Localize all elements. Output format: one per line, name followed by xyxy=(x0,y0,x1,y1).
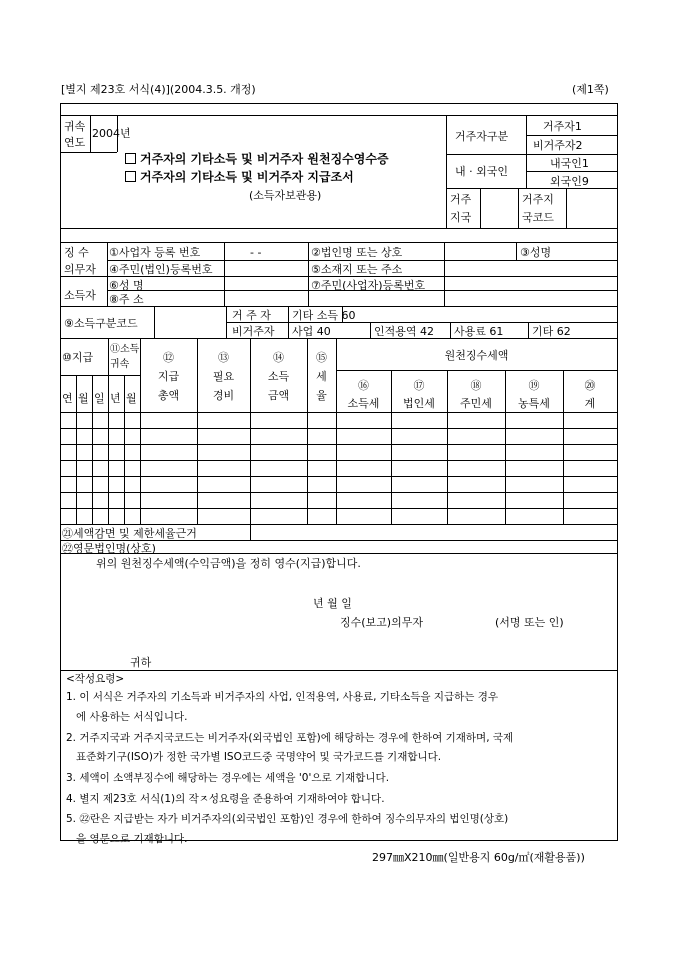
note-item: 1. 이 서식은 거주자의 기소득과 비거주자의 사업, 인적용역, 사용료, 기타소득을 지급하는 경우 xyxy=(66,691,499,703)
paper-spec: 297㎜X210㎜(일반용지 60g/㎡(재활용품)) xyxy=(372,851,585,864)
declaration-date: 년 월 일 xyxy=(313,597,352,610)
country-label-2: 지국 xyxy=(450,211,472,224)
payer-label: 징 수 xyxy=(64,246,89,259)
tax-col-rural-tax: 농특세 xyxy=(518,397,550,410)
attribution-header: ⑪소득귀속 xyxy=(110,344,140,370)
business-reg-value: - - xyxy=(250,246,262,259)
earner-name-label: ⑥성 명 xyxy=(109,279,144,292)
tax-col-number: ⑰ xyxy=(413,379,425,392)
corp-name-label: ②법인명 또는 상호 xyxy=(311,246,403,259)
tax-col-resident-tax: 주민세 xyxy=(460,397,492,410)
form-title-receipt: 거주자의 기타소득 및 비거주자 원천징수영수증 xyxy=(125,153,389,165)
tax-col-number: ⑯ xyxy=(358,379,369,392)
checkbox[interactable] xyxy=(125,153,136,164)
expense-header: 필요 xyxy=(212,370,235,383)
code-royalty: 사용료 61 xyxy=(454,325,504,338)
col-day: 일 xyxy=(94,392,105,405)
year-value: 2004년 xyxy=(92,127,131,140)
income-amount-header: 소득 xyxy=(267,370,290,383)
tax-rate-header: 세 xyxy=(316,370,327,383)
year-label-2: 연도 xyxy=(64,136,86,149)
tax-col-number: ⑳ xyxy=(584,379,596,392)
withholding-header: 원천징수세액 xyxy=(444,349,509,362)
payer-label-2: 의무자 xyxy=(64,263,96,276)
code-personal-service: 인적용역 42 xyxy=(374,325,434,338)
english-name-label: ㉒영문법인명(상호) xyxy=(62,542,156,555)
note-item: 3. 세액이 소액부징수에 해당하는 경우에는 세액을 '0'으로 기재합니다. xyxy=(66,772,390,784)
corp-reg-label: ④주민(법인)등록번호 xyxy=(109,263,213,276)
tax-col-income-tax: 소득세 xyxy=(347,397,380,410)
country-label: 거주 xyxy=(450,193,472,206)
domestic-label: 내 · 외국인 xyxy=(455,165,508,178)
expense-header-2: 경비 xyxy=(212,389,235,402)
page-number: (제1쪽) xyxy=(572,83,609,96)
domestic-option-foreign: 외국인9 xyxy=(550,175,589,188)
col-attr-month: 월 xyxy=(126,392,137,405)
residency-option-resident: 거주자1 xyxy=(543,120,582,133)
declaration-sign: (서명 또는 인) xyxy=(495,616,564,629)
resident-other-income: 기타 소득 60 xyxy=(292,309,356,322)
earner-reg-label: ⑦주민(사업자)등록번호 xyxy=(311,279,426,292)
residency-option-nonresident: 비거주자2 xyxy=(533,139,583,152)
tax-col-number: ⑲ xyxy=(528,379,540,392)
year-label: 귀속 xyxy=(64,120,86,133)
tax-rate-number: ⑮ xyxy=(316,351,327,364)
expense-number: ⑬ xyxy=(218,351,229,364)
col-year: 연 xyxy=(62,392,73,405)
form-title-statement: 거주자의 기타소득 및 비거주자 지급조서 xyxy=(125,171,354,183)
checkbox[interactable] xyxy=(125,171,136,182)
domestic-option-korean: 내국인1 xyxy=(550,157,589,170)
residency-label: 거주자구분 xyxy=(455,130,509,143)
country-code-label-2: 국코드 xyxy=(522,211,554,224)
note-item: 을 영문으로 기재합니다. xyxy=(66,833,188,845)
declaration-text: 위의 원천징수세액(수익금액)을 정히 영수(지급)합니다. xyxy=(96,557,361,570)
col-attr-year: 년 xyxy=(110,392,121,405)
note-item: 5. ㉒란은 지급받는 자가 비거주자의(외국법인 포함)인 경우에 한하여 징수의무자의 법인명(상호) xyxy=(66,813,509,825)
form-reference: [별지 제23호 서식(4)](2004.3.5. 개정) xyxy=(61,83,256,96)
pay-date-header: ⑩지급 xyxy=(62,351,94,364)
tax-col-number: ⑱ xyxy=(470,379,482,392)
code-business: 사업 40 xyxy=(292,325,331,338)
tax-col-corp-tax: 법인세 xyxy=(403,397,435,410)
declaration-payer: 징수(보고)의무자 xyxy=(340,616,423,629)
pay-total-number: ⑫ xyxy=(163,351,174,364)
payer-name-label: ③성명 xyxy=(520,246,552,259)
note-item: 에 사용하는 서식입니다. xyxy=(66,711,188,723)
income-amount-number: ⑭ xyxy=(273,351,284,364)
note-item: 2. 거주지국과 거주지국코드는 비거주자(외국법인 포함)에 해당하는 경우에 한하여 기재하며, 국제 xyxy=(66,732,514,744)
earner-label: 소득자 xyxy=(64,289,96,302)
notes-heading: <작성요령> xyxy=(66,673,125,685)
pay-total-header-2: 총액 xyxy=(157,389,180,402)
nonresident-label: 비거주자 xyxy=(232,325,275,338)
country-code-label: 거주지 xyxy=(522,193,554,206)
form-subtitle: (소득자보관용) xyxy=(249,189,322,202)
tax-col-total: 계 xyxy=(584,397,596,410)
income-code-label: ⑨소득구분코드 xyxy=(64,317,138,330)
resident-label: 거 주 자 xyxy=(232,309,271,322)
tax-rate-header-2: 율 xyxy=(316,389,327,402)
note-item: 표준화기구(ISO)가 정한 국가별 ISO코드중 국명약어 및 국가코드를 기재합니다. xyxy=(66,751,442,763)
reduction-label: ㉑세액감면 및 제한세율근거 xyxy=(62,527,197,540)
income-amount-header-2: 금액 xyxy=(267,389,290,402)
pay-total-header: 지급 xyxy=(157,370,180,383)
declaration-to: 귀하 xyxy=(130,656,152,669)
note-item: 4. 별지 제23호 서식(1)의 작ㅈ성요령을 준용하여 기재하여야 합니다. xyxy=(66,793,385,805)
col-month: 월 xyxy=(78,392,89,405)
address-label: ⑤소재지 또는 주소 xyxy=(311,263,403,276)
business-reg-label: ①사업자 등록 번호 xyxy=(109,246,201,259)
earner-address-label: ⑧주 소 xyxy=(109,293,144,306)
code-other: 기타 62 xyxy=(532,325,571,338)
